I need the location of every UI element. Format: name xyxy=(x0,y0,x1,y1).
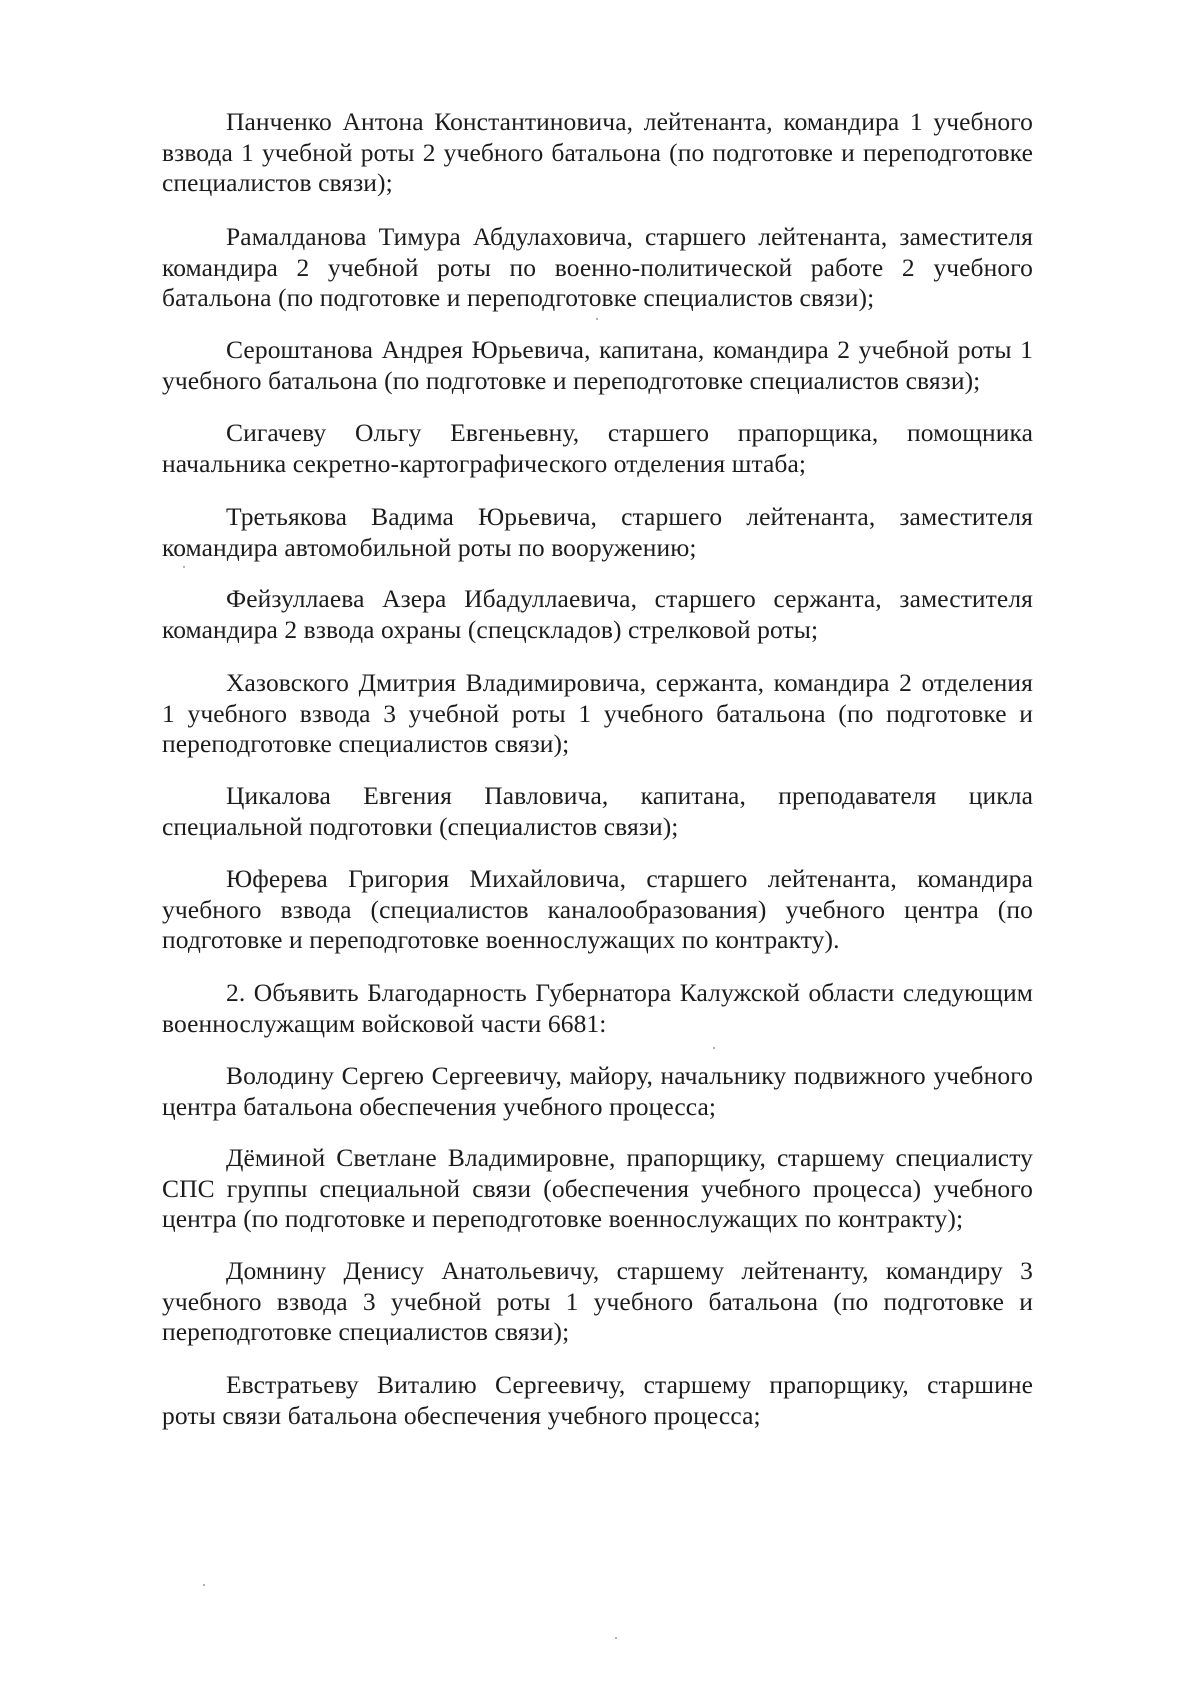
scan-speck xyxy=(183,566,185,568)
paragraph-tretyakov: Третьякова Вадима Юрьевича, старшего лейтенанта, заместителя командира автомобильной роты по вооружению; xyxy=(162,502,1033,562)
scan-speck xyxy=(615,1637,617,1639)
paragraph-domnin: Домнину Денису Анатольевичу, старшему лейтенанту, командиру 3 учебного взвода 3 учебной роты 1 учебного батальона (по подготовке и переподготовке специалистов связи); xyxy=(162,1256,1033,1346)
paragraph-volodin: Володину Сергею Сергеевичу, майору, начальнику подвижного учебного центра батальона обеспечения учебного процесса; xyxy=(162,1061,1033,1121)
scan-speck xyxy=(596,318,598,320)
paragraph-seroshtanov: Сероштанова Андрея Юрьевича, капитана, командира 2 учебной роты 1 учебного батальона (по подготовке и переподготовке специалистов связи); xyxy=(162,335,1033,395)
paragraph-khazovsky: Хазовского Дмитрия Владимировича, сержанта, командира 2 отделения 1 учебного взвода 3 учебной роты 1 учебного батальона (по подготовке и переподготовке специалистов связи); xyxy=(162,668,1033,758)
paragraph-sigacheva: Сигачеву Ольгу Евгеньевну, старшего прапорщика, помощника начальника секретно-картографического отделения штаба; xyxy=(162,418,1033,478)
paragraph-section-2: 2. Объявить Благодарность Губернатора Калужской области следующим военнослужащим войсковой части 6681: xyxy=(162,978,1033,1038)
paragraph-evstratyev: Евстратьеву Виталию Сергеевичу, старшему прапорщику, старшине роты связи батальона обеспечения учебного процесса; xyxy=(162,1370,1033,1430)
scan-speck xyxy=(713,1047,715,1049)
paragraph-tsikalov: Цикалова Евгения Павловича, капитана, преподавателя цикла специальной подготовки (специалистов связи); xyxy=(162,781,1033,841)
paragraph-panchenko: Панченко Антона Константиновича, лейтенанта, командира 1 учебного взвода 1 учебной роты 2 учебного батальона (по подготовке и переподготовке специалистов связи); xyxy=(162,107,1033,197)
paragraph-ramaldanov: Рамалданова Тимура Абдулаховича, старшего лейтенанта, заместителя командира 2 учебной роты по военно-политической работе 2 учебного батальона (по подготовке и переподготовке специалистов связи); xyxy=(162,222,1033,312)
paragraph-feyzullaev: Фейзуллаева Азера Ибадуллаевича, старшего сержанта, заместителя командира 2 взвода охраны (спецскладов) стрелковой роты; xyxy=(162,584,1033,644)
paragraph-yuferev: Юферева Григория Михайловича, старшего лейтенанта, командира учебного взвода (специалистов каналообразования) учебного центра (по подготовке и переподготовке военнослужащих по контракту). xyxy=(162,864,1033,954)
paragraph-demina: Дёминой Светлане Владимировне, прапорщику, старшему специалисту СПС группы специальной связи (обеспечения учебного процесса) учебного центра (по подготовке и переподготовке военнослужащих по контракту); xyxy=(162,1143,1033,1233)
scan-speck xyxy=(203,1584,205,1586)
